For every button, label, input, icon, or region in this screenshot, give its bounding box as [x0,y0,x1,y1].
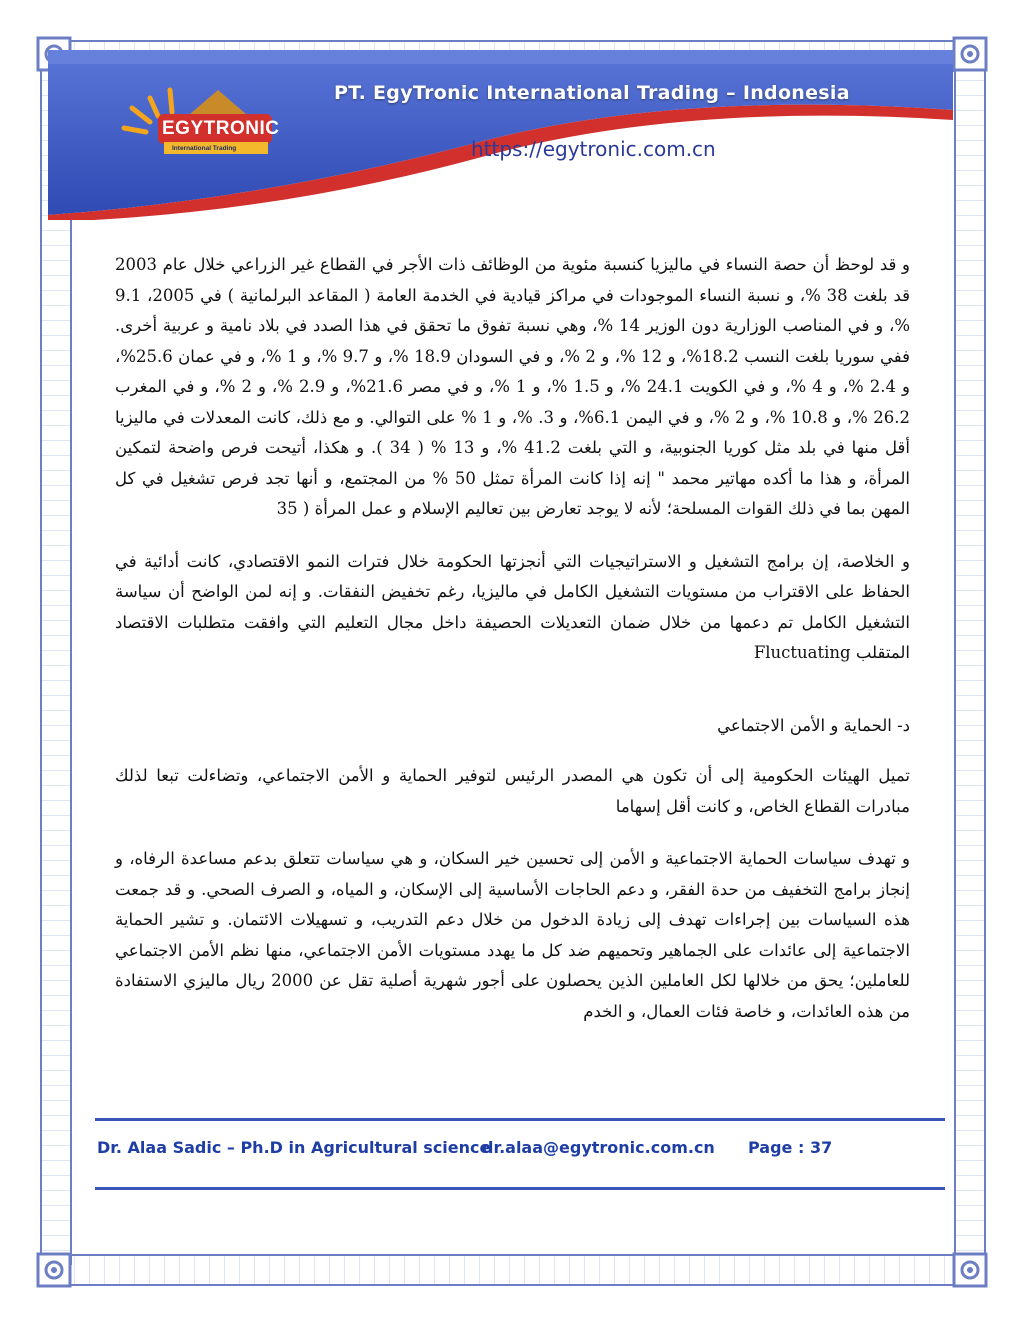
frame-bottom [60,1254,964,1286]
logo-name: EGYTRONIC [162,118,280,139]
logo-subtitle: International Trading [172,145,237,152]
paragraph-conclusion: و الخلاصة، إن برامج التشغيل و الاستراتيجيات التي أنجزتها الحكومة خلال فترات النمو الاقتصادي، كانت أدائية في الحفاظ على الاقتراب من مستويات التشغيل الكامل في ماليزيا، رغم تخفيض النفقات. و إنه لمن الواضح أن سياسة التشغيل الكامل تم دعمها من خلال ضمان التعديلات الحصيفة داخل مجال التعليم التي وافقت متطلبات الاقتصاد المتقلب Fluctuating [115,551,910,662]
document-body [115,250,910,1049]
footer-page-number: Page : 37 [748,1138,833,1157]
frame-corner-top-right [950,34,990,74]
section-heading: د- الحماية و الأمن الاجتماعي [717,715,910,735]
frame-corner-bottom-right [950,1250,990,1290]
paragraph-government-bodies: تميل الهيئات الحكومية إلى أن تكون هي المصدر الرئيس لتوفير الحماية و الأمن الاجتماعي، وتضاءلت تبعا لذلك مبادرات القطاع الخاص، و كانت أقل إسهاما [115,766,910,816]
company-logo [120,80,280,160]
pyramid-icon [190,90,246,114]
footer-rule-bottom [95,1187,945,1190]
paragraph-social-protection: و تهدف سياسات الحماية الاجتماعية و الأمن إلى تحسين خير السكان، و هي سياسات تتعلق بدعم مساعدة الرفاه، و إنجاز برامج التخفيف من حدة الفقر، و دعم الحاجات الأساسية إلى الإسكان، و المياه، و الصرف الصحي. و قد جمعت هذه السياسات بين إجراءات تهدف إلى زيادة الدخول من خلال دعم التدريب، و تسهيلات الائتمان. و تشير الحماية الاجتماعية إلى عائدات على الجماهير وتحميهم ضد كل ما يهدد مستويات الأمن الاجتماعي، منها نظم الأمن الاجتماعي للعاملين؛ يحق من خلالها لكل العاملين الذين يحصلون على أجور شهرية أصلية تقل عن 2000 ريال ماليزي الاستفادة من هذه العائدات، و خاصة فئات العمال، و الخدم [115,849,910,1021]
frame-right [954,60,986,1265]
company-title: PT. EgyTronic International Trading – Indonesia [334,82,850,104]
footer-author: Dr. Alaa Sadic – Ph.D in Agricultural science [97,1138,491,1157]
frame-corner-bottom-left [34,1250,74,1290]
paragraph-women-share: و قد لوحظ أن حصة النساء في ماليزيا كنسبة مئوية من الوظائف ذات الأجر في القطاع غير الزراعي خلال عام 2003 قد بلغت 38 %، و نسبة النساء الموجودات في مراكز قيادية في الخدمة العامة ( المقاعد البرلمانية ) في 2005، 9.1 %، و في المناصب الوزارية دون الوزير 14 %، وهي نسبة تفوق ما تحقق في هذا الصدد في بلاد نامية و عربية أخرى. ففي سوريا بلغت النسب 18.2%، و 12 %، و 2 %، و في السودان 18.9 %، و 9.7 %، و 1 %، و في عمان 25.6%، و 2.4 %، و 4 %، و في الكويت 24.1 %، و 1.5 %، و 1 %، و في مصر 21.6%، و 2.9 %، و 2 %، و في المغرب 26.2 %، و 10.8 %، و 2 %، و في اليمن 6.1%، و 3. %، و 1 % على التوالي. و مع ذلك، كانت المعدلات في ماليزيا أقل منها في بلد مثل كوريا الجنوبية، و التي بلغت 41.2 %، و 13 % ( 34 ). و هكذا، أتيحت فرص واضحة لتمكين المرأة، و هذا ما أكده مهاتير محمد " إنه إذا كانت المرأة تمثل 50 % من المجتمع، و أنها تجد فرص تشغيل في كل المهن بما في ذلك القوات المسلحة؛ لأنه لا يوجد تعارض بين تعاليم الإسلام و عمل المرأة ( 35 [115,255,911,518]
frame-left [40,60,72,1265]
company-url[interactable]: https://egytronic.com.cn [471,137,716,161]
footer-email[interactable]: dr.alaa@egytronic.com.cn [482,1138,715,1157]
footer-rule-top [95,1118,945,1121]
